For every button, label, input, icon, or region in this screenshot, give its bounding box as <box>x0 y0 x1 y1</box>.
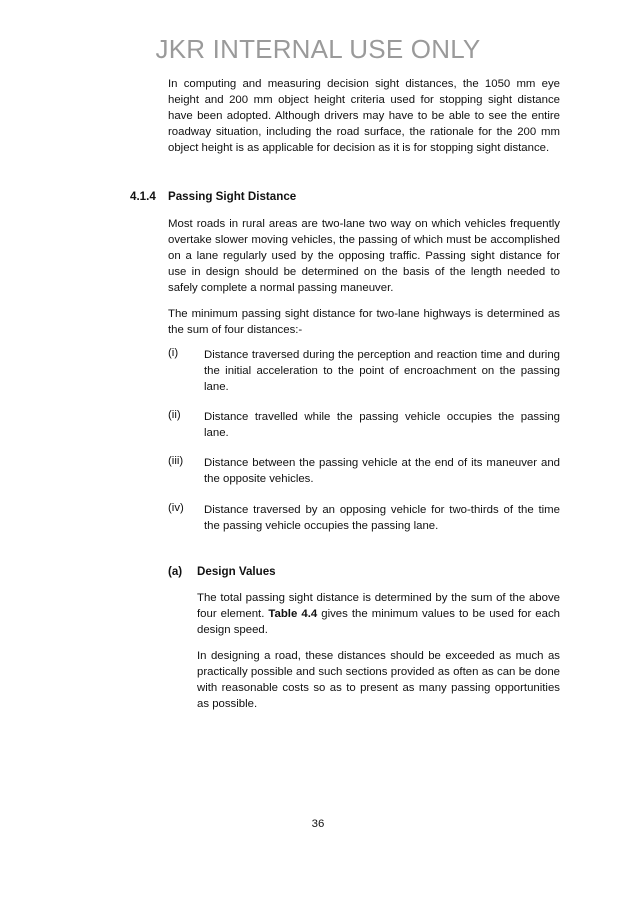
section-number: 4.1.4 <box>130 190 156 203</box>
subsection-paragraph-1 <box>197 590 560 638</box>
table-reference: Table 4.4 <box>268 608 318 620</box>
subsection-title: Design Values <box>197 565 276 578</box>
watermark: JKR INTERNAL USE ONLY <box>155 34 481 64</box>
subsection-paragraph-1-start: The total passing sight distance is determined by the sum of the above four element. <box>197 592 560 620</box>
list-marker-ii: (ii) <box>168 409 181 421</box>
list-item-iii: Distance between the passing vehicle at the end of its maneuver and the opposite vehicles. <box>204 457 560 485</box>
subsection-paragraph-1-end: gives the minimum values to be used for each design speed. <box>197 608 560 636</box>
page-number: 36 <box>311 818 325 830</box>
section-paragraph-1: Most roads in rural areas are two-lane two way on which vehicles frequently overtake slower moving vehicles, the passing of which must be accomplished on a lane regularly used by the opposing traffic. Passing sight distance for use in design should be determined on the basis of the length needed to safely complete a normal passing maneuver. <box>168 218 560 294</box>
list-marker-iii: (iii) <box>168 455 184 467</box>
subsection-paragraph-2: In designing a road, these distances should be exceeded as much as practically possible and such sections provided as often as can be done with reasonable costs so as to present as many passing opportunities as possible. <box>197 650 560 710</box>
list-marker-i: (i) <box>168 347 179 359</box>
subsection-marker: (a) <box>168 565 183 578</box>
intro-paragraph: In computing and measuring decision sight distances, the 1050 mm eye height and 200 mm object height criteria used for stopping sight distance have been adopted. Although drivers may have to be able to see the entire roadway situation, including the road surface, the rationale for the 200 mm object height is as applicable for decision as it is for stopping sight distance. <box>168 78 560 154</box>
list-item-iv: Distance traversed by an opposing vehicle for two-thirds of the time the passing vehicle occupies the passing lane. <box>204 504 560 532</box>
section-paragraph-2: The minimum passing sight distance for two-lane highways is determined as the sum of four distances:- <box>168 308 560 336</box>
list-item-ii: Distance travelled while the passing vehicle occupies the passing lane. <box>204 411 560 439</box>
list-marker-iv: (iv) <box>168 502 184 514</box>
section-title: Passing Sight Distance <box>168 190 297 203</box>
list-item-i: Distance traversed during the perception and reaction time and during the initial acceleration to the point of encroachment on the passing lane. <box>204 349 560 393</box>
